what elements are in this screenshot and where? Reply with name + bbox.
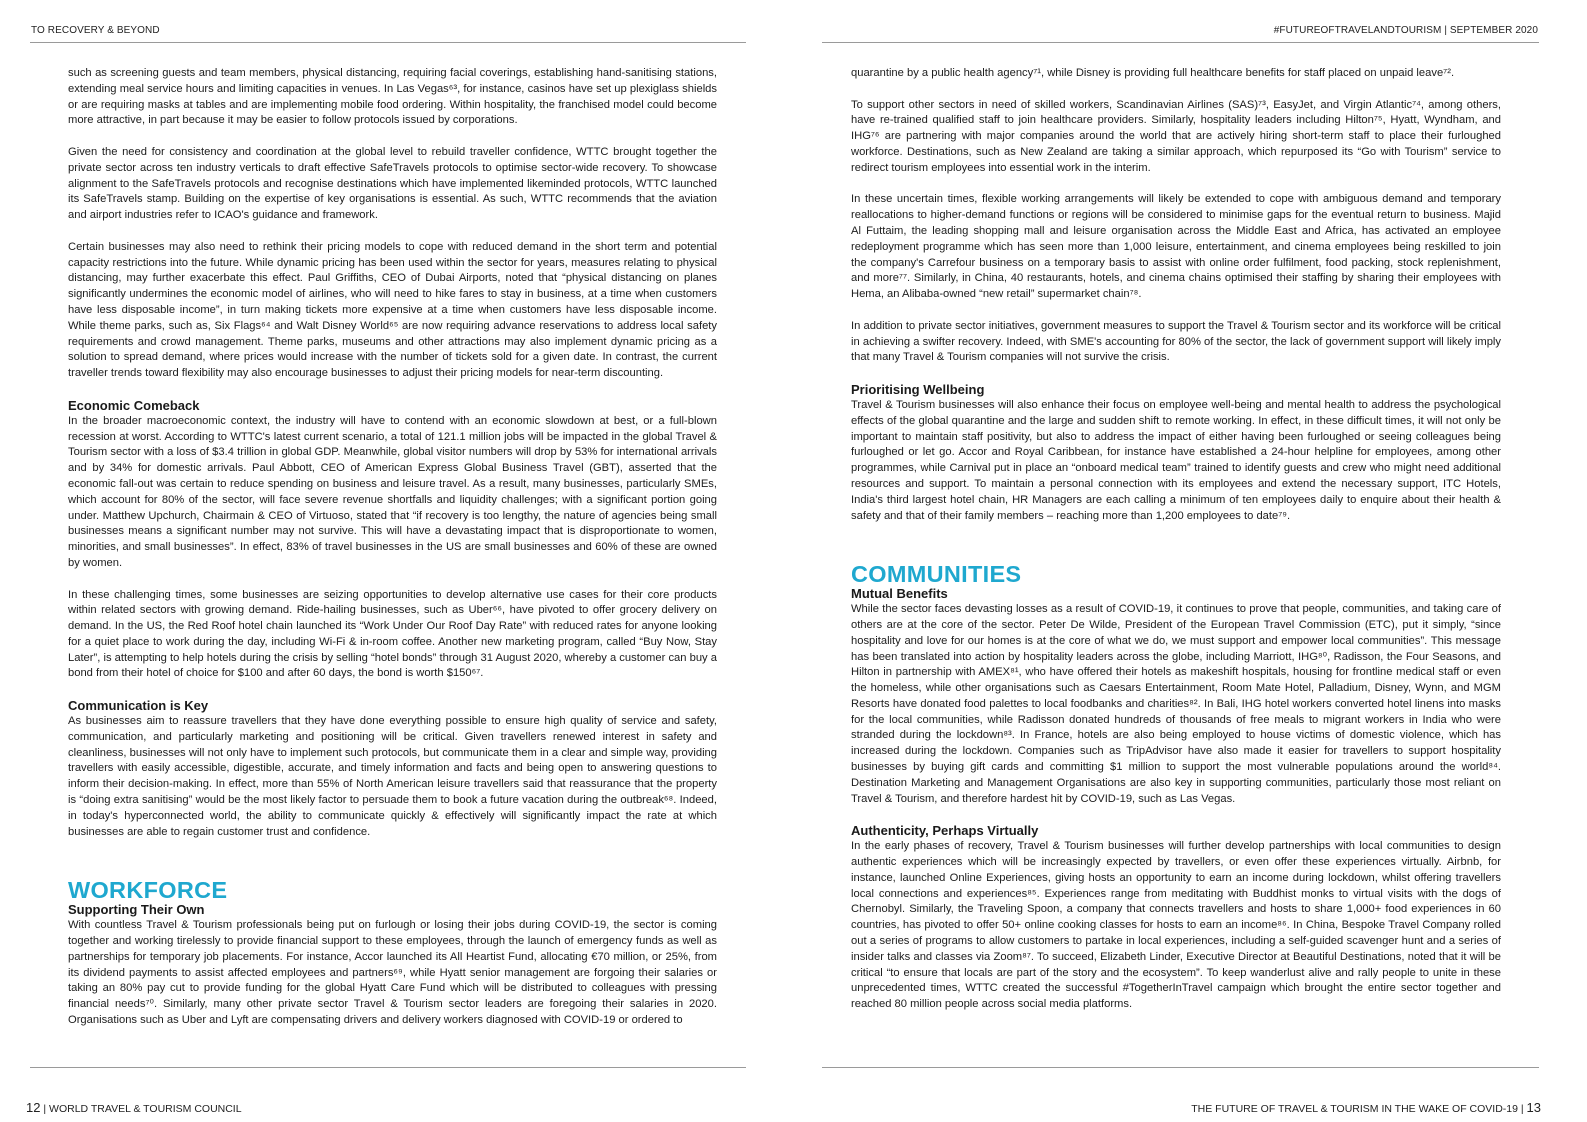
chapter-heading-communities: COMMUNITIES <box>851 561 1022 588</box>
page-number-left: 12 <box>26 1100 41 1115</box>
paragraph: While the sector faces devasting losses as a result of COVID-19, it continues to prove that people, communities, and taking care of others are at the core of the sector. Peter De Wilde, President of the European Travel Commission (ETC), put it simply, “since hospitality and love for our homes is at the core of what we do, we must support and empower local communities”. This message has been translated into action by hospitality leaders across the globe, including Marriott, IHG⁸⁰, Radisson, the Four Seasons, and Hilton in partnership with AMEX⁸¹, who have offered their hotels as makeshift hospitals, housing for frontline medical staff or even the homeless, while other organisations such as Caesars Entertainment, Room Mate Hotel, Palladium, Disney, Wynn, and MGM Resorts have donated food palettes to local foodbanks and charities⁸². In Bali, IHG hotel workers converted hotel linens into masks for the local communities, while Radisson donated hundreds of thousands of free meals to migrant workers in India who were stranded during the lockdown⁸³. In France, hotels are also being employed to house victims of domestic violence, which has increased during the lockdown. Companies such as TripAdvisor have also made it easier for travellers to support hospitality businesses by buying gift cards and committing $1 million to support the most vulnerable populations around the world⁸⁴. Destination Marketing and Management Organisations are also key in supporting communities, particularly those most reliant on Travel & Tourism, and therefore hardest hit by COVID-19, such as Las Vegas. <box>851 603 1501 805</box>
paragraph: Travel & Tourism businesses will also enhance their focus on employee well-being and mental health to address the psychological effects of the global quarantine and the large and sudden shift to remote working. In effect, in these difficult times, it will not only be important to maintain staff positivity, but also to address the impact of either having been furloughed or seeing colleagues being furloughed or let go. Accor and Royal Caribbean, for instance have established a 24-hour helpline for employees, among other programmes, while Carnival put in place an “onboard medical team” trained to identify guests and crew who might need additional resources and support. To maintain a personal connection with its employees and extend the necessary support, ITC Hotels, India's third largest hotel chain, HR Managers are each calling a minimum of ten employees daily to enquire about their health & safety and that of their family members – reaching more than 1,200 employees to date⁷⁹. <box>851 398 1501 522</box>
paragraph: quarantine by a public health agency⁷¹, while Disney is providing full healthcare benefits for staff placed on unpaid leave⁷². <box>851 67 1455 79</box>
paragraph: In the early phases of recovery, Travel & Tourism businesses will further develop partnerships with local communities to design authentic experiences which will be increasingly expected by travellers, or even offer these experiences virtually. Airbnb, for instance, launched Online Experiences, giving hosts an opportunity to earn an income during lockdown, whilst offering travellers local connections and experiences⁸⁵. Experiences range from meditating with Buddhist monks to virtual visits with the dogs of Chernobyl. Similarly, the Traveling Spoon, a company that connects travellers and hosts to share 1,000+ food experiences in 60 countries, has pivoted to offer 50+ online cooking classes for hosts to earn an income⁸⁶. In China, Bespoke Travel Company rolled out a series of programs to allow customers to partake in local experiences, including a self-guided scavenger hunt and a series of insider talks and classes via Zoom⁸⁷. To succeed, Elizabeth Linder, Executive Director at Beautiful Destinations, noted that it will be critical “to ensure that locals are part of the story and the ecosystem”. To keep wanderlust alive and rally people to unite in these unprecedented times, WTTC created the successful #TogetherInTravel campaign which brought the entire sector together and reached 80 million people across social media platforms. <box>851 840 1501 1011</box>
paragraph: With countless Travel & Tourism professionals being put on furlough or losing their jobs during COVID-19, the sector is coming together and working tirelessly to provide financial support to these employees, through the launch of emergency funds as well as partnerships for temporary job placements. For instance, Accor launched its All Heartist Fund, allocating €70 million, or 25%, from its dividend payments to assist affected employees and partners⁶⁹, while Hyatt senior management are forgoing their salaries or taking an 80% pay cut to provide funding for the global Hyatt Care Fund which will be distributed to colleagues with pressing financial needs⁷⁰. Similarly, many other private sector Travel & Tourism sector leaders are foregoing their salaries in 2020. Organisations such as Uber and Lyft are compensating drivers and delivery workers diagnosed with COVID-19 or ordered to <box>68 919 717 1027</box>
section-heading-wellbeing: Prioritising Wellbeing <box>851 381 985 397</box>
section-heading-economic-comeback: Economic Comeback <box>68 397 200 413</box>
footer-rule-left <box>30 1067 746 1068</box>
section-heading-communication: Communication is Key <box>68 698 209 714</box>
paragraph: As businesses aim to reassure travellers that they have done everything possible to ensure high quality of service and safety, communication, and particularly marketing and positioning will be critical. Given travellers renewed interest in safety and cleanliness, businesses will not only have to implement such protocols, but communicate them in a clear and simple way, providing travellers with easily accessible, digestible, accurate, and timely information and facts and being open to answering questions to inform their decision-making. In effect, more than 55% of North American leisure travellers said that reassurance that the property is “doing extra sanitising” would be the most likely factor to persuade them to book a future vacation during the outbreak⁶⁸. Indeed, in today's hyperconnected world, the ability to communicate quickly & effectively will significantly impact the rate at which businesses are able to regain customer trust and confidence. <box>68 715 717 838</box>
header-rule-right <box>822 42 1539 43</box>
header-rule-left <box>30 42 746 43</box>
running-header-right: #FUTUREOFTRAVELANDTOURISM | SEPTEMBER 2020 <box>1273 25 1538 36</box>
paragraph: In the broader macroeconomic context, the industry will have to contend with an economic slowdown at best, or a full-blown recession at worst. According to WTTC's latest current scenario, a total of 121.1 million jobs will be impacted in the global Travel & Tourism sector with a loss of $3.4 trillion in global GDP. Meanwhile, global visitor numbers will drop by 53% for international arrivals and by 34% for domestic arrivals. Paul Abbott, CEO of American Express Global Business Travel (GBT), asserted that the economic fall-out was certain to reduce spending on business and leisure travel. As a result, many businesses, particularly SMEs, which account for 80% of the sector, will face severe revenue shortfalls and liquidity challenges; with a significant portion going under. Matthew Upchurch, Chairmain & CEO of Virtuoso, stated that “if recovery is too lengthy, the nature of agencies being small businesses means a significant number may not survive. This will have a devastating impact that is disproportionate to women, minorities, and small businesses”. In effect, 83% of travel businesses in the US are small businesses and 60% of these are owned by women. <box>68 414 717 569</box>
footer-right <box>1191 1100 1541 1115</box>
section-heading-supporting: Supporting Their Own <box>68 902 205 918</box>
footer-right-label: THE FUTURE OF TRAVEL & TOURISM IN THE WAKE OF COVID-19 | <box>1191 1103 1524 1115</box>
section-heading-authenticity: Authenticity, Perhaps Virtually <box>851 823 1039 839</box>
left-page-column <box>68 66 717 1029</box>
footer-left <box>26 1100 242 1115</box>
running-header-left: TO RECOVERY & BEYOND <box>31 25 160 36</box>
right-page-column <box>851 66 1501 1013</box>
chapter-heading-workforce: WORKFORCE <box>68 877 228 904</box>
footer-left-label: | WORLD TRAVEL & TOURISM COUNCIL <box>43 1103 242 1115</box>
section-heading-mutual-benefits: Mutual Benefits <box>851 586 948 602</box>
page-number-right: 13 <box>1526 1100 1541 1115</box>
paragraph: Given the need for consistency and coordination at the global level to rebuild traveller confidence, WTTC brought together the private sector across ten industry verticals to draft effective SafeTravels protocols to optimise sector-wide recovery. To showcase alignment to the SafeTravels protocols and recognise destinations which have implemented likeminded protocols, WTTC launched its SafeTravels stamp. Building on the expertise of key organisations is essential. As such, WTTC recommends that the aviation and airport industries refer to ICAO's guidance and framework. <box>68 145 717 222</box>
paragraph: To support other sectors in need of skilled workers, Scandinavian Airlines (SAS)⁷³, EasyJet, and Virgin Atlantic⁷⁴, among others, have re-trained qualified staff to join healthcare providers. Similarly, hospitality leaders including Hilton⁷⁵, Hyatt, Wyndham, and IHG⁷⁶ are partnering with major companies around the world that are actively hiring short-term staff to place their furloughed workforce. Destinations, such as New Zealand are taking a similar approach, which repurposed its “Go with Tourism” service to redirect tourism employees into essential work in the interim. <box>851 98 1501 174</box>
paragraph: Certain businesses may also need to rethink their pricing models to cope with reduced demand in the short term and potential capacity restrictions into the future. While dynamic pricing has been used within the sector for years, measures relating to physical distancing, may further exacerbate this effect. Paul Griffiths, CEO of Dubai Airports, noted that “physical distancing on planes significantly undermines the economic model of airlines, who will need to hike fares to stay in business, at a time when customers have less disposable income”, in turn making tickets more expensive at a time when customers have less disposable income. While theme parks, such as, Six Flags⁶⁴ and Walt Disney World⁶⁵ are now requiring advance reservations to address local safety requirements and crowd management. Theme parks, museums and other attractions may also implement dynamic pricing as a solution to spread demand, where prices would increase with the number of tickets sold for a given date. In contrast, the current traveller trends toward flexibility may also encourage businesses to adjust their pricing models for near-term discounting. <box>68 240 717 380</box>
paragraph: In these challenging times, some businesses are seizing opportunities to develop alternative use cases for their core products within related sectors with growing demand. Ride-hailing businesses, such as Uber⁶⁶, have pivoted to offer grocery delivery on demand. In the US, the Red Roof hotel chain launched its “Work Under Our Roof Day Rate” with reduced rates for anyone looking for a quiet place to work during the day, including Wi-Fi & in-room coffee. Another new marketing program, called “Buy Now, Stay Later”, is attempting to help hotels during the crisis by selling “hotel bonds” through 31 August 2020, whereby a customer can buy a bond from their hotel of choice for $100 and after 60 days, the bond is worth $150⁶⁷. <box>68 588 717 680</box>
paragraph: In these uncertain times, flexible working arrangements will likely be extended to cope with ambiguous demand and temporary reallocations to higher-demand functions or regions will be considered to minimise gaps for the eventual return to business. Majid Al Futtaim, the leading shopping mall and leisure organisation across the Middle East and Africa, has activated an employee redeployment programme which has seen more than 1,000 leisure, entertainment, and cinema employees being reskilled to join the company's Carrefour business on a temporary basis to assist with online order fulfilment, food packing, stock replenishment, and more⁷⁷. Similarly, in China, 40 restaurants, hotels, and cinema chains optimised their staffing by sharing their employees with Hema, an Alibaba-owned “new retail” supermarket chain⁷⁸. <box>851 193 1501 301</box>
footer-rule-right <box>822 1067 1539 1068</box>
paragraph: such as screening guests and team members, physical distancing, requiring facial coverings, establishing hand-sanitising stations, extending meal service hours and limiting capacities in venues. In Las Vegas⁶³, for instance, casinos have set up plexiglass shields or are requiring masks at tables and are implementing mobile food ordering. Within hospitality, the franchised model could become more attractive, in part because it may be easier to follow protocols issued by corporations. <box>68 67 717 127</box>
paragraph: In addition to private sector initiatives, government measures to support the Travel & Tourism sector and its workforce will be critical in achieving a swifter recovery. Indeed, with SME's accounting for 80% of the sector, the lack of government support will likely imply that many Travel & Tourism companies will not survive the crisis. <box>851 319 1501 364</box>
